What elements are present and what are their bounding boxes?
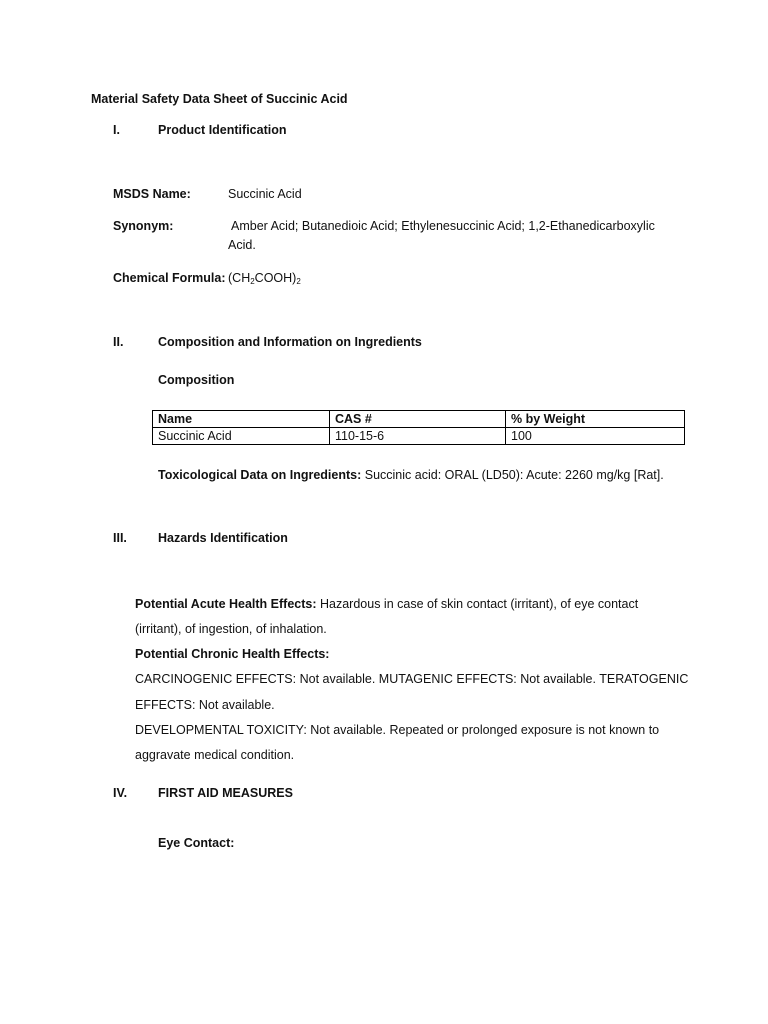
synonym-value-line-1: Amber Acid; Butanedioic Acid; Ethylenesuccinic Acid; 1,2-Ethanedicarboxylic — [231, 219, 655, 233]
msds-name-value: Succinic Acid — [228, 187, 302, 201]
section-2-heading: Composition and Information on Ingredients — [158, 335, 422, 349]
section-2-number: II. — [113, 335, 124, 349]
acute-effects-line-2: (irritant), of ingestion, of inhalation. — [135, 622, 327, 636]
table-header-cas: CAS # — [330, 411, 506, 428]
section-4-heading: FIRST AID MEASURES — [158, 786, 293, 800]
table-row — [153, 428, 685, 445]
table-cell-weight: 100 — [506, 428, 685, 445]
section-1-heading: Product Identification — [158, 123, 287, 137]
chemical-formula-label: Chemical Formula: — [113, 271, 226, 285]
chronic-effects-line-1: CARCINOGENIC EFFECTS: Not available. MUTAGENIC EFFECTS: Not available. TERATOGENIC — [135, 672, 689, 686]
chemical-formula-value: $(CH_2COOH)_2$ — [228, 271, 301, 286]
table-header-row — [153, 411, 685, 428]
acute-effects-line-1: Potential Acute Health Effects: Hazardous in case of skin contact (irritant), of eye contact — [135, 597, 639, 611]
synonym-label: Synonym: — [113, 219, 174, 233]
eye-contact-subheading: Eye Contact: — [158, 836, 235, 850]
document-title: Material Safety Data Sheet of Succinic Acid — [91, 92, 348, 106]
section-4-number: IV. — [113, 786, 128, 800]
table-header-weight: % by Weight — [506, 411, 685, 428]
composition-subheading: Composition — [158, 373, 235, 387]
composition-table — [152, 410, 685, 445]
table-cell-cas: 110-15-6 — [330, 428, 506, 445]
chronic-effects-line-3: DEVELOPMENTAL TOXICITY: Not available. Repeated or prolonged exposure is not known to — [135, 723, 660, 737]
chronic-effects-line-4: aggravate medical condition. — [135, 748, 295, 762]
synonym-value-line-2: Acid. — [228, 238, 256, 252]
section-3-number: III. — [113, 531, 127, 545]
table-cell-name: Succinic Acid — [153, 428, 330, 445]
section-1-number: I. — [113, 123, 120, 137]
toxicological-data: Toxicological Data on Ingredients: Succinic acid: ORAL (LD50): Acute: 2260 mg/kg [Rat]. — [158, 468, 664, 482]
chronic-effects-label: Potential Chronic Health Effects: — [135, 647, 330, 661]
chronic-effects-line-2: EFFECTS: Not available. — [135, 698, 275, 712]
section-3-heading: Hazards Identification — [158, 531, 288, 545]
msds-name-label: MSDS Name: — [113, 187, 191, 201]
table-header-name: Name — [153, 411, 330, 428]
